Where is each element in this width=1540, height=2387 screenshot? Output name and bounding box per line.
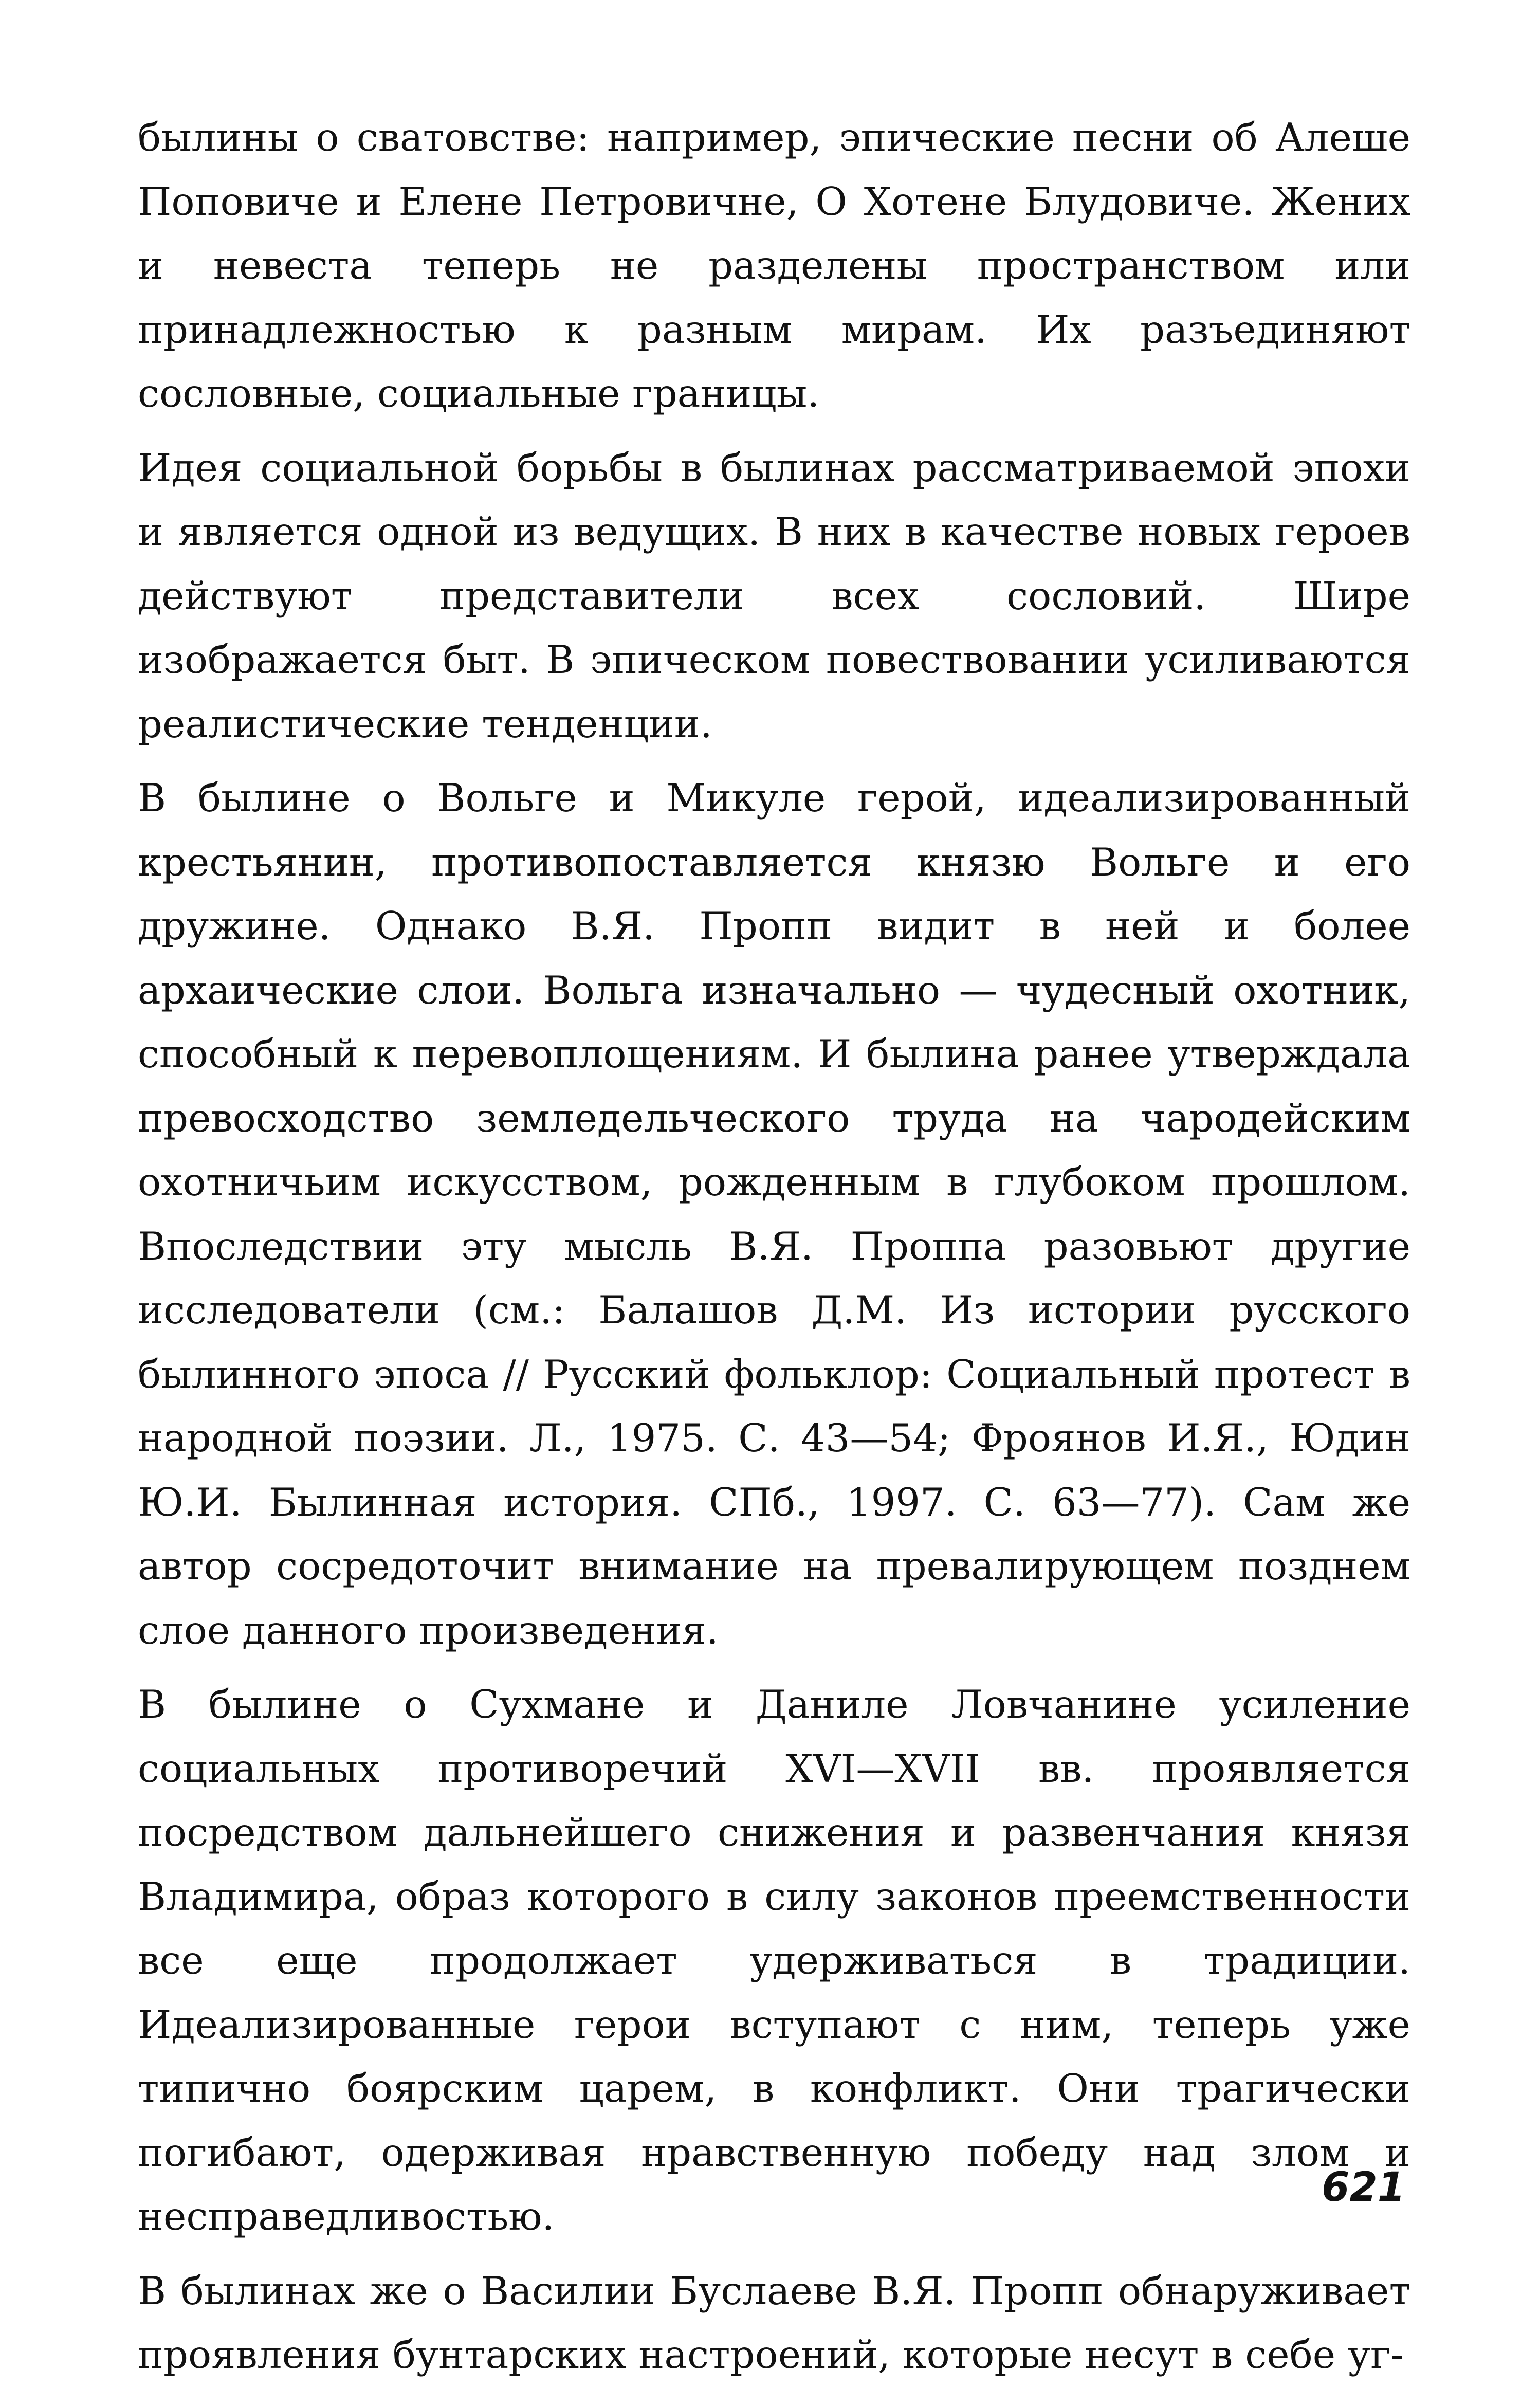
paragraph-2: Идея социальной борьбы в былинах рассматриваемой эпохи и является одной из ведущих. В них в качестве новых героев действуют представители всех сословий. Шире изображается быт. В эпическом повествовании усиливаются реалистические тенденции. (138, 445, 1410, 746)
page-body (138, 105, 1410, 2387)
page-number: 621 (1322, 2164, 1405, 2211)
paragraph-3: В былине о Вольге и Микуле герой, идеализированный крестьянин, противопоставляется князю Вольге и его дружине. Однако В.Я. Пропп видит в ней и более архаические слои. Вольга изначально — чудесный охотник, способный к перевоплощениям. И былина ранее утверждала превосходство земледельческого труда на чародейским охотничьим искусством, рожденным в глубоком прошлом. Впоследствии эту мысль В.Я. Проппа разовьют другие исследователи (см.: Балашов Д.М. Из истории русского былинного эпоса // Русский фольклор: Социальный протест в народной поэзии. Л., 1975. С. 43—54; Фроянов И.Я., Юдин Ю.И. Былинная история. СПб., 1997. С. 63—77). Сам же автор сосредоточит внимание на превалирующем позднем слое данного произведения. (138, 775, 1410, 1653)
paragraph-4: В былине о Сухмане и Даниле Ловчанине усиление социальных противоречий XVI—XVII вв. проявляется посредством дальнейшего снижения и развенчания князя Владимира, образ которого в силу законов преемственности все еще продолжает удерживаться в традиции. Идеализированные герои вступают с ним, теперь уже типично боярским царем, в конфликт. Они трагически погибают, одерживая нравственную победу над злом и несправедливостью. (138, 1682, 1410, 2239)
paragraph-5: В былинах же о Василии Буслаеве В.Я. Пропп обнаруживает проявления бунтарских настроений, которые несут в себе уг- (138, 2268, 1410, 2377)
paragraph-1: былины о сватовстве: например, эпические песни об Алеше Поповиче и Елене Петровичне, О Хотене Блудовиче. Жених и невеста теперь не разделены пространством или принадлежностью к разным мирам. Их разъединяют сословные, социальные границы. (138, 115, 1410, 416)
